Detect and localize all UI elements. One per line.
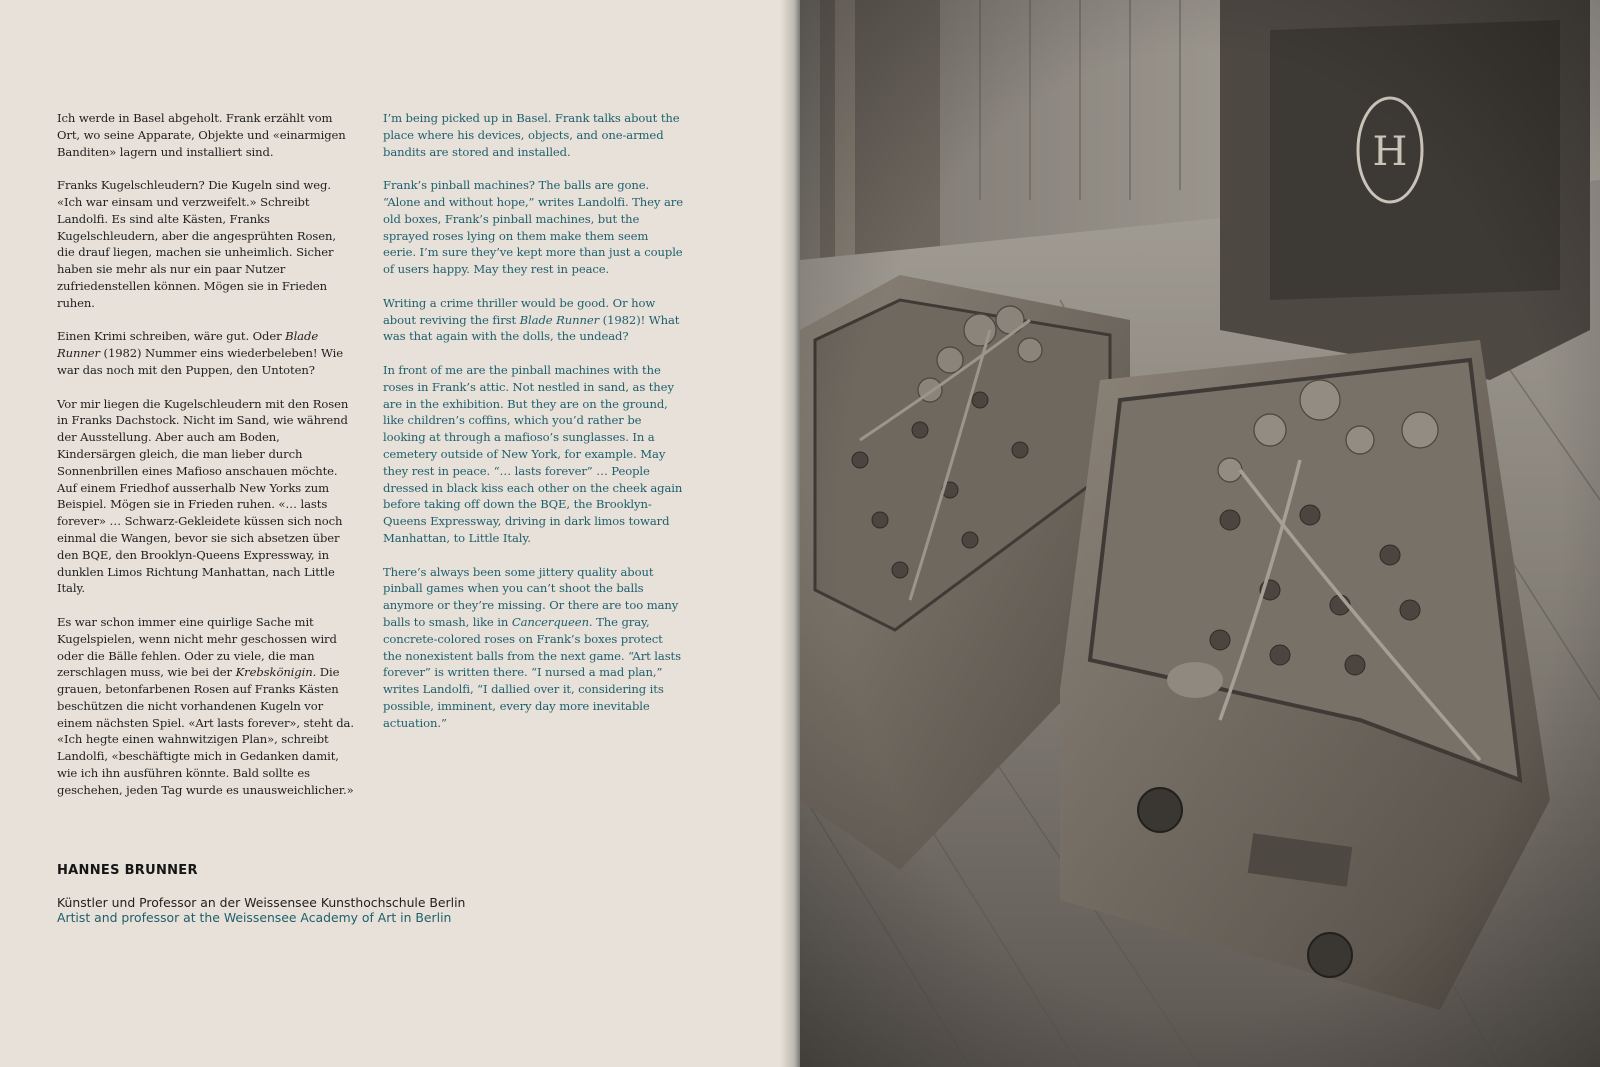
english-text: The gray, concrete-colored roses on Frank’s boxes protect the nonexistent balls from the next game. “Art lasts forever” is written there. “I nursed a mad plan,” writes Landolfi, “I dallied over it, considering its possible, imminent, every day more inevitable actuation.” [383, 614, 681, 730]
german-paragraph: Franks Kugelschleudern? Die Kugeln sind weg. «Ich war einsam und verzweifelt.» Schreibt Landolfi. Es sind alte Kästen, Franks Kugelschleudern, aber die angesprühten Rosen, die drauf liegen, machen sie unheimlich. Sicher haben sie mehr als nur ein paar Nutzer zufriedenstellen können. Mögen sie in Frieden ruhen. [57, 178, 336, 310]
german-text: Es war schon immer eine quirlige Sache mit Kugelspielen, wenn nicht mehr geschossen wird oder die Bälle fehlen. Oder zu viele, die man zerschlagen muss, wie bei der [57, 614, 337, 680]
german-paragraph [57, 328, 357, 378]
photo-page [800, 0, 1600, 1067]
film-title: Blade Runner [57, 329, 319, 361]
book-title: Krebskönigin. [235, 665, 317, 680]
english-paragraph: In front of me are the pinball machines with the roses in Frank’s attic. Not nestled in sand, as they are in the exhibition. But they are on the ground, like children’s coffins, which you’d rather be looking at through a mafioso’s sunglasses. In a cemetery outside of New York, for example. May they rest in peace. “… lasts forever” … People dressed in black kiss each other on the cheek again before taking off down the BQE, the Brooklyn-Queens Expressway, driving in dark limos toward Manhattan, to Little Italy. [383, 362, 683, 545]
english-text: (1982)! What was that again with the dolls, the undead? [383, 312, 680, 344]
german-text: (1982) Nummer eins wiederbeleben! Wie war das noch mit den Puppen, den Untoten? [57, 346, 343, 377]
english-text: There’s always been some jittery quality about pinball games when you can’t shoot the balls anymore or they’re missing. Or there are too many balls to smash, like in [383, 564, 679, 629]
german-paragraph: Ich werde in Basel abgeholt. Frank erzählt vom Ort, wo seine Apparate, Objekte und «einarmigen Banditen» lagern und installiert sind. [57, 111, 346, 159]
german-text-column [57, 110, 357, 815]
author-name: HANNES BRUNNER [57, 863, 198, 878]
author-role-english: Artist and professor at the Weissensee Academy of Art in Berlin [57, 910, 452, 925]
author-block [57, 863, 465, 925]
english-text-column [383, 110, 683, 748]
german-paragraph: Vor mir liegen die Kugelschleudern mit den Rosen in Franks Dachstock. Nicht im Sand, wie während der Ausstellung. Aber auch am Boden, Kindersärgen gleich, die man lieber durch Sonnenbrillen eines Mafioso anschauen möchte. Auf einem Friedhof ausserhalb New Yorks zum Beispiel. Mögen sie in Frieden ruhen. «… lasts forever» … Schwarz-Gekleidete küssen sich noch einmal die Wangen, bevor sie sich absetzen über den BQE, den Brooklyn-Queens Expressway, in dunklen Limos Richtung Manhattan, nach Little Italy. [57, 396, 349, 596]
english-paragraph: Frank’s pinball machines? The balls are gone. “Alone and without hope,” writes Landolfi. They are old boxes, Frank’s pinball machines, but the sprayed roses lying on them make them seem eerie. I’m sure they’ve kept more than just a couple of users happy. May they rest in peace. [383, 178, 683, 277]
german-paragraph [57, 614, 357, 799]
german-text: Die grauen, betonfarbenen Rosen auf Franks Kästen beschützen die nicht vorhandenen Kugeln vor einem nächsten Spiel. «Art lasts forever», steht da. «Ich hegte einen wahnwitzigen Plan», schreibt Landolfi, «beschäftigte mich in Gedanken damit, wie ich ihn ausführen könnte. Bald sollte es geschehen, jeden Tag wurde es unausweichlicher.» [57, 665, 354, 797]
english-paragraph [383, 564, 683, 732]
pinball-photo [800, 0, 1600, 1067]
book-title: Cancerqueen. [511, 614, 593, 629]
english-text: Writing a crime thriller would be good. Or how about reviving the first [383, 295, 656, 327]
english-paragraph [383, 295, 683, 345]
german-text: Einen Krimi schreiben, wäre gut. Oder [57, 329, 286, 344]
author-role-german: Künstler und Professor an der Weissensee Kunsthochschule Berlin [57, 895, 466, 910]
film-title: Blade Runner [519, 312, 600, 327]
english-paragraph: I’m being picked up in Basel. Frank talks about the place where his devices, objects, and one-armed bandits are stored and installed. [383, 111, 680, 159]
